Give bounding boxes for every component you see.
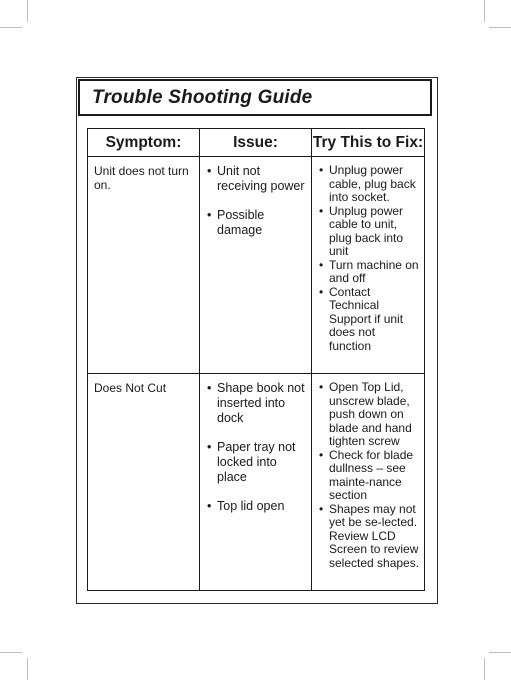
fix-item: • Turn machine on and off (318, 259, 420, 286)
header-issue: Issue: (200, 129, 312, 157)
header-symptom: Symptom: (88, 129, 200, 157)
header-fix: Try This to Fix: (312, 129, 425, 157)
crop-mark (484, 658, 485, 680)
fix-item: • Shapes may not yet be se-lected. Review LCD Screen to review selected shapes. (318, 503, 420, 571)
issue-cell (200, 374, 312, 591)
symptom-cell: Does Not Cut (88, 374, 200, 591)
crop-mark (27, 0, 28, 22)
table-row (88, 157, 425, 374)
issue-item: • Unit not receiving power (206, 164, 307, 194)
table-header-row (88, 129, 425, 157)
fix-cell (312, 157, 425, 374)
fix-item: • Unplug power cable, plug back into socket. (318, 164, 420, 205)
crop-mark (484, 0, 485, 22)
fix-item: • Contact Technical Support if unit does not function (318, 286, 420, 354)
crop-mark (0, 652, 22, 653)
issue-item: • Top lid open (206, 499, 307, 514)
fix-item: • Open Top Lid, unscrew blade, push down on blade and hand tighten screw (318, 381, 420, 449)
crop-mark (27, 658, 28, 680)
title-box (78, 79, 432, 116)
issue-item: • Paper tray not locked into place (206, 440, 307, 485)
fix-item: • Check for blade dullness – see mainte-nance section (318, 449, 420, 503)
crop-mark (489, 652, 511, 653)
table-row (88, 374, 425, 591)
symptom-cell: Unit does not turn on. (88, 157, 200, 374)
issue-cell (200, 157, 312, 374)
crop-mark (489, 27, 511, 28)
issue-item: • Possible damage (206, 208, 307, 238)
fix-cell (312, 374, 425, 591)
issue-item: • Shape book not inserted into dock (206, 381, 307, 426)
troubleshooting-table (87, 128, 425, 591)
crop-mark (0, 27, 22, 28)
page-title: Trouble Shooting Guide (92, 87, 313, 108)
fix-item: • Unplug power cable to unit, plug back into unit (318, 205, 420, 259)
